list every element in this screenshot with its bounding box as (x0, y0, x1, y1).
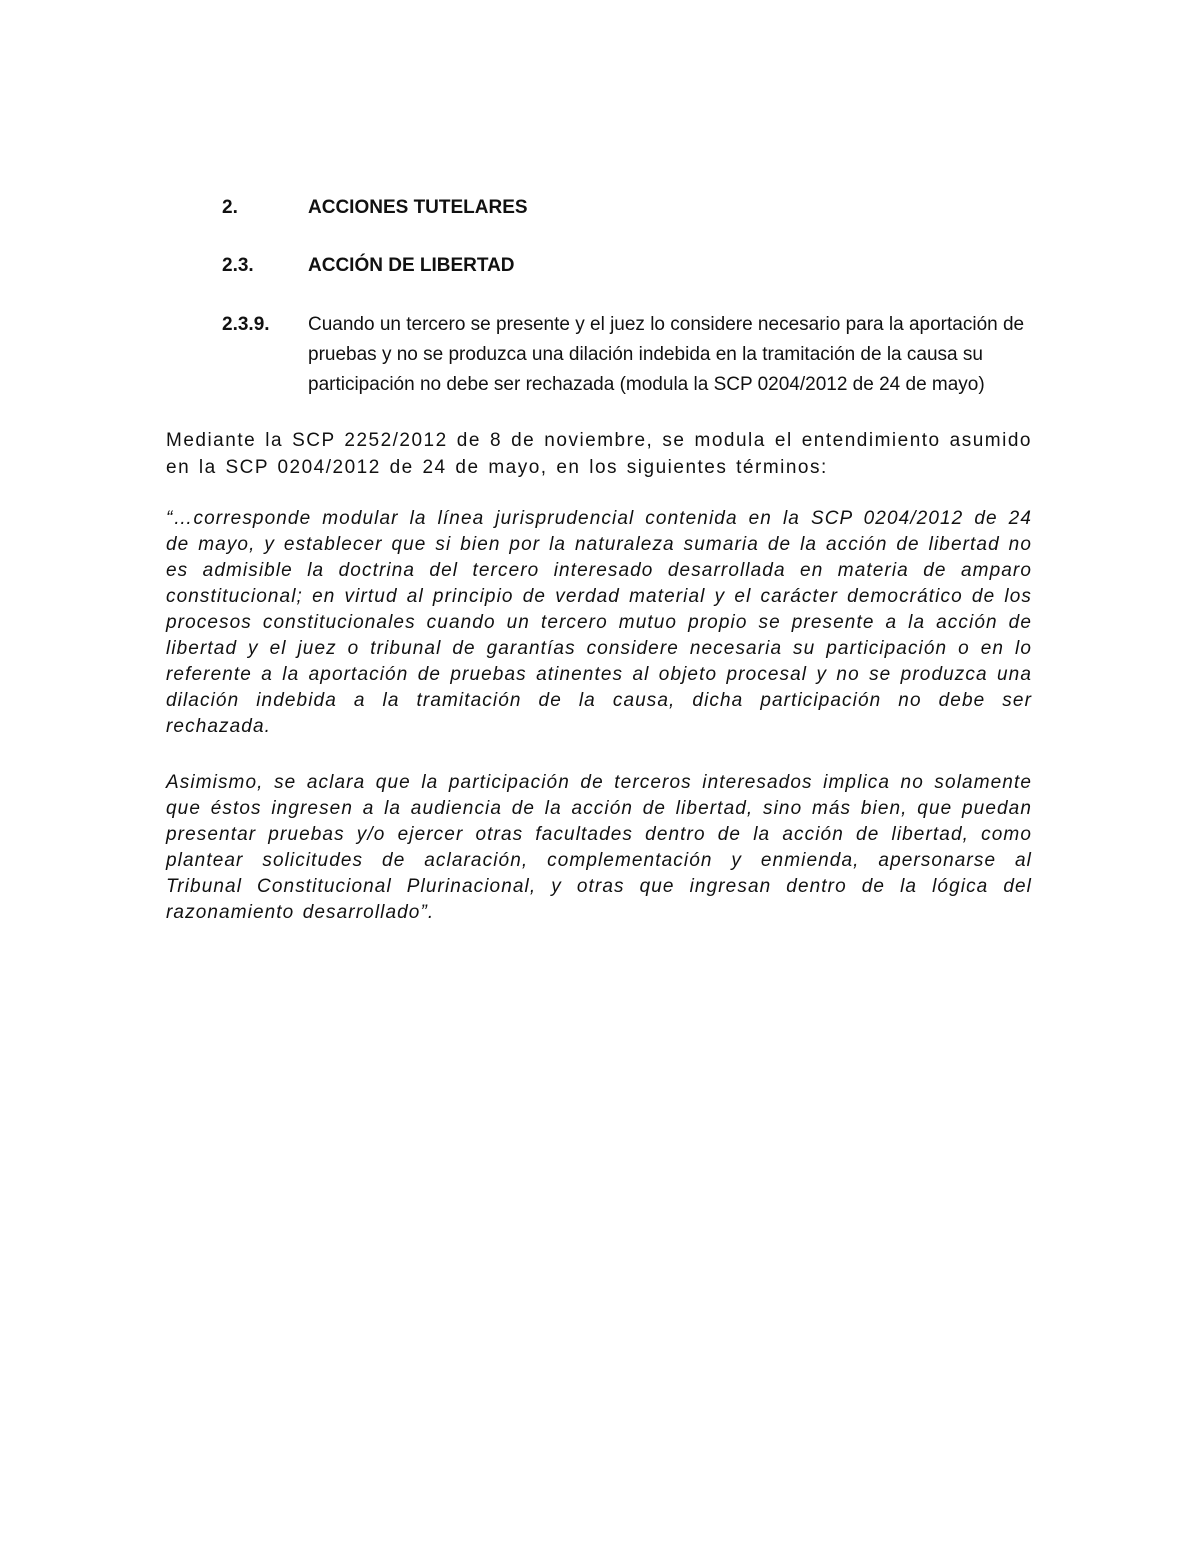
section-number: 2.3.9. (222, 314, 270, 335)
section-item-2-3-9 (222, 310, 1042, 400)
quote-paragraph-continued: Asimismo, se aclara que la participación de terceros interesados implica no solamente que éstos ingresen a la audiencia de la acción de libertad, sino más bien, que puedan presentar pruebas y/o ejercer otras facultades dentro de la acción de libertad, como plantear solicitudes de aclaración, complementación y enmienda, apersonarse al Tribunal Constitucional Plurinacional, y otras que ingresan dentro de la lógica del razonamiento desarrollado”. (166, 772, 1032, 923)
section-text: Cuando un tercero se presente y el juez lo considere necesario para la aportación de pruebas y no se produzca una dilación indebida en la tramitación de la causa su participación no debe ser rechazada (modula la SCP 0204/2012 de 24 de mayo) (308, 314, 1025, 395)
section-heading-acciones-tutelares (222, 193, 1042, 223)
intro-paragraph: Mediante la SCP 2252/2012 de 8 de noviembre, se modula el entendimiento asumido en la SCP 0204/2012 de 24 de mayo, en los siguientes términos: (166, 430, 1032, 478)
section-title: ACCIÓN DE LIBERTAD (308, 255, 515, 276)
quote-paragraph: “…corresponde modular la línea jurisprudencial contenida en la SCP 0204/2012 de 24 de mayo, y establecer que si bien por la naturaleza sumaria de la acción de libertad no es admisible la doctrina del tercero interesado desarrollada en materia de amparo constitucional; en virtud al principio de verdad material y el carácter democrático de los procesos constitucionales cuando un tercero mutuo propio se presente a la acción de libertad y el juez o tribunal de garantías considere necesaria su participación o en lo referente a la aportación de pruebas atinentes al objeto procesal y no se produzca una dilación indebida a la tramitación de la causa, dicha participación no debe ser rechazada. (166, 508, 1032, 737)
section-title: ACCIONES TUTELARES (308, 197, 528, 218)
section-number: 2.3. (222, 255, 254, 276)
section-heading-accion-de-libertad (222, 251, 1042, 281)
section-number: 2. (222, 197, 238, 218)
